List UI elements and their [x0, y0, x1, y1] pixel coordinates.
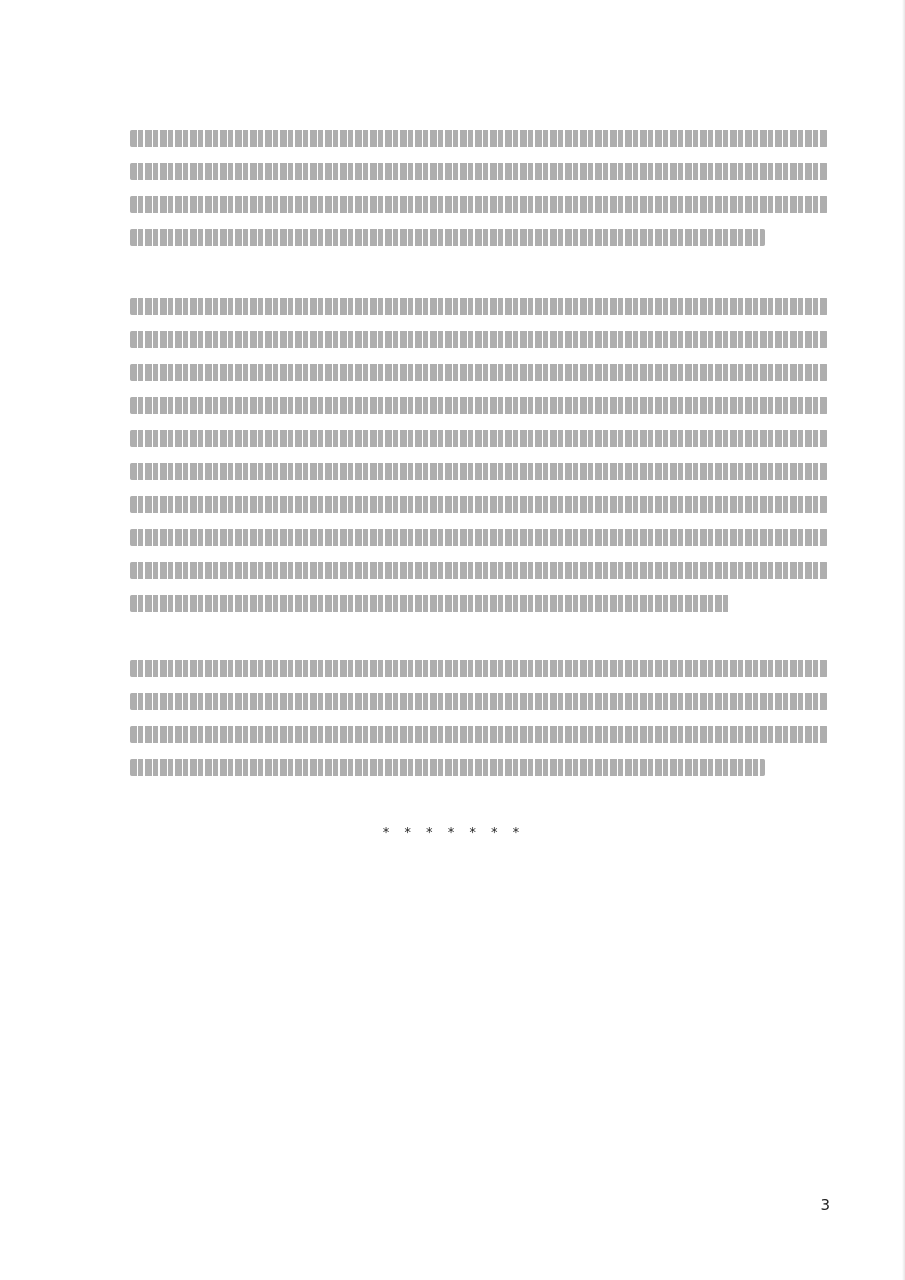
text-line: [130, 718, 828, 751]
text-line: [130, 751, 828, 784]
page-number: 3: [820, 1196, 830, 1214]
paragraph-3: [130, 652, 828, 784]
text-line: [130, 188, 828, 221]
text-line: [130, 554, 828, 587]
text-line: [130, 587, 828, 620]
text-line: [130, 652, 828, 685]
text-line: [130, 290, 828, 323]
text-line: [130, 389, 828, 422]
text-line: [130, 122, 828, 155]
text-line: [130, 422, 828, 455]
text-line: [130, 323, 828, 356]
text-line: [130, 685, 828, 718]
text-line: [130, 356, 828, 389]
text-line: [130, 155, 828, 188]
text-line: [130, 455, 828, 488]
text-line: [130, 488, 828, 521]
text-line: [130, 521, 828, 554]
section-separator: * * * * * * *: [382, 826, 523, 841]
paragraph-2: [130, 290, 828, 620]
paragraph-1: [130, 122, 828, 254]
text-line: [130, 221, 828, 254]
